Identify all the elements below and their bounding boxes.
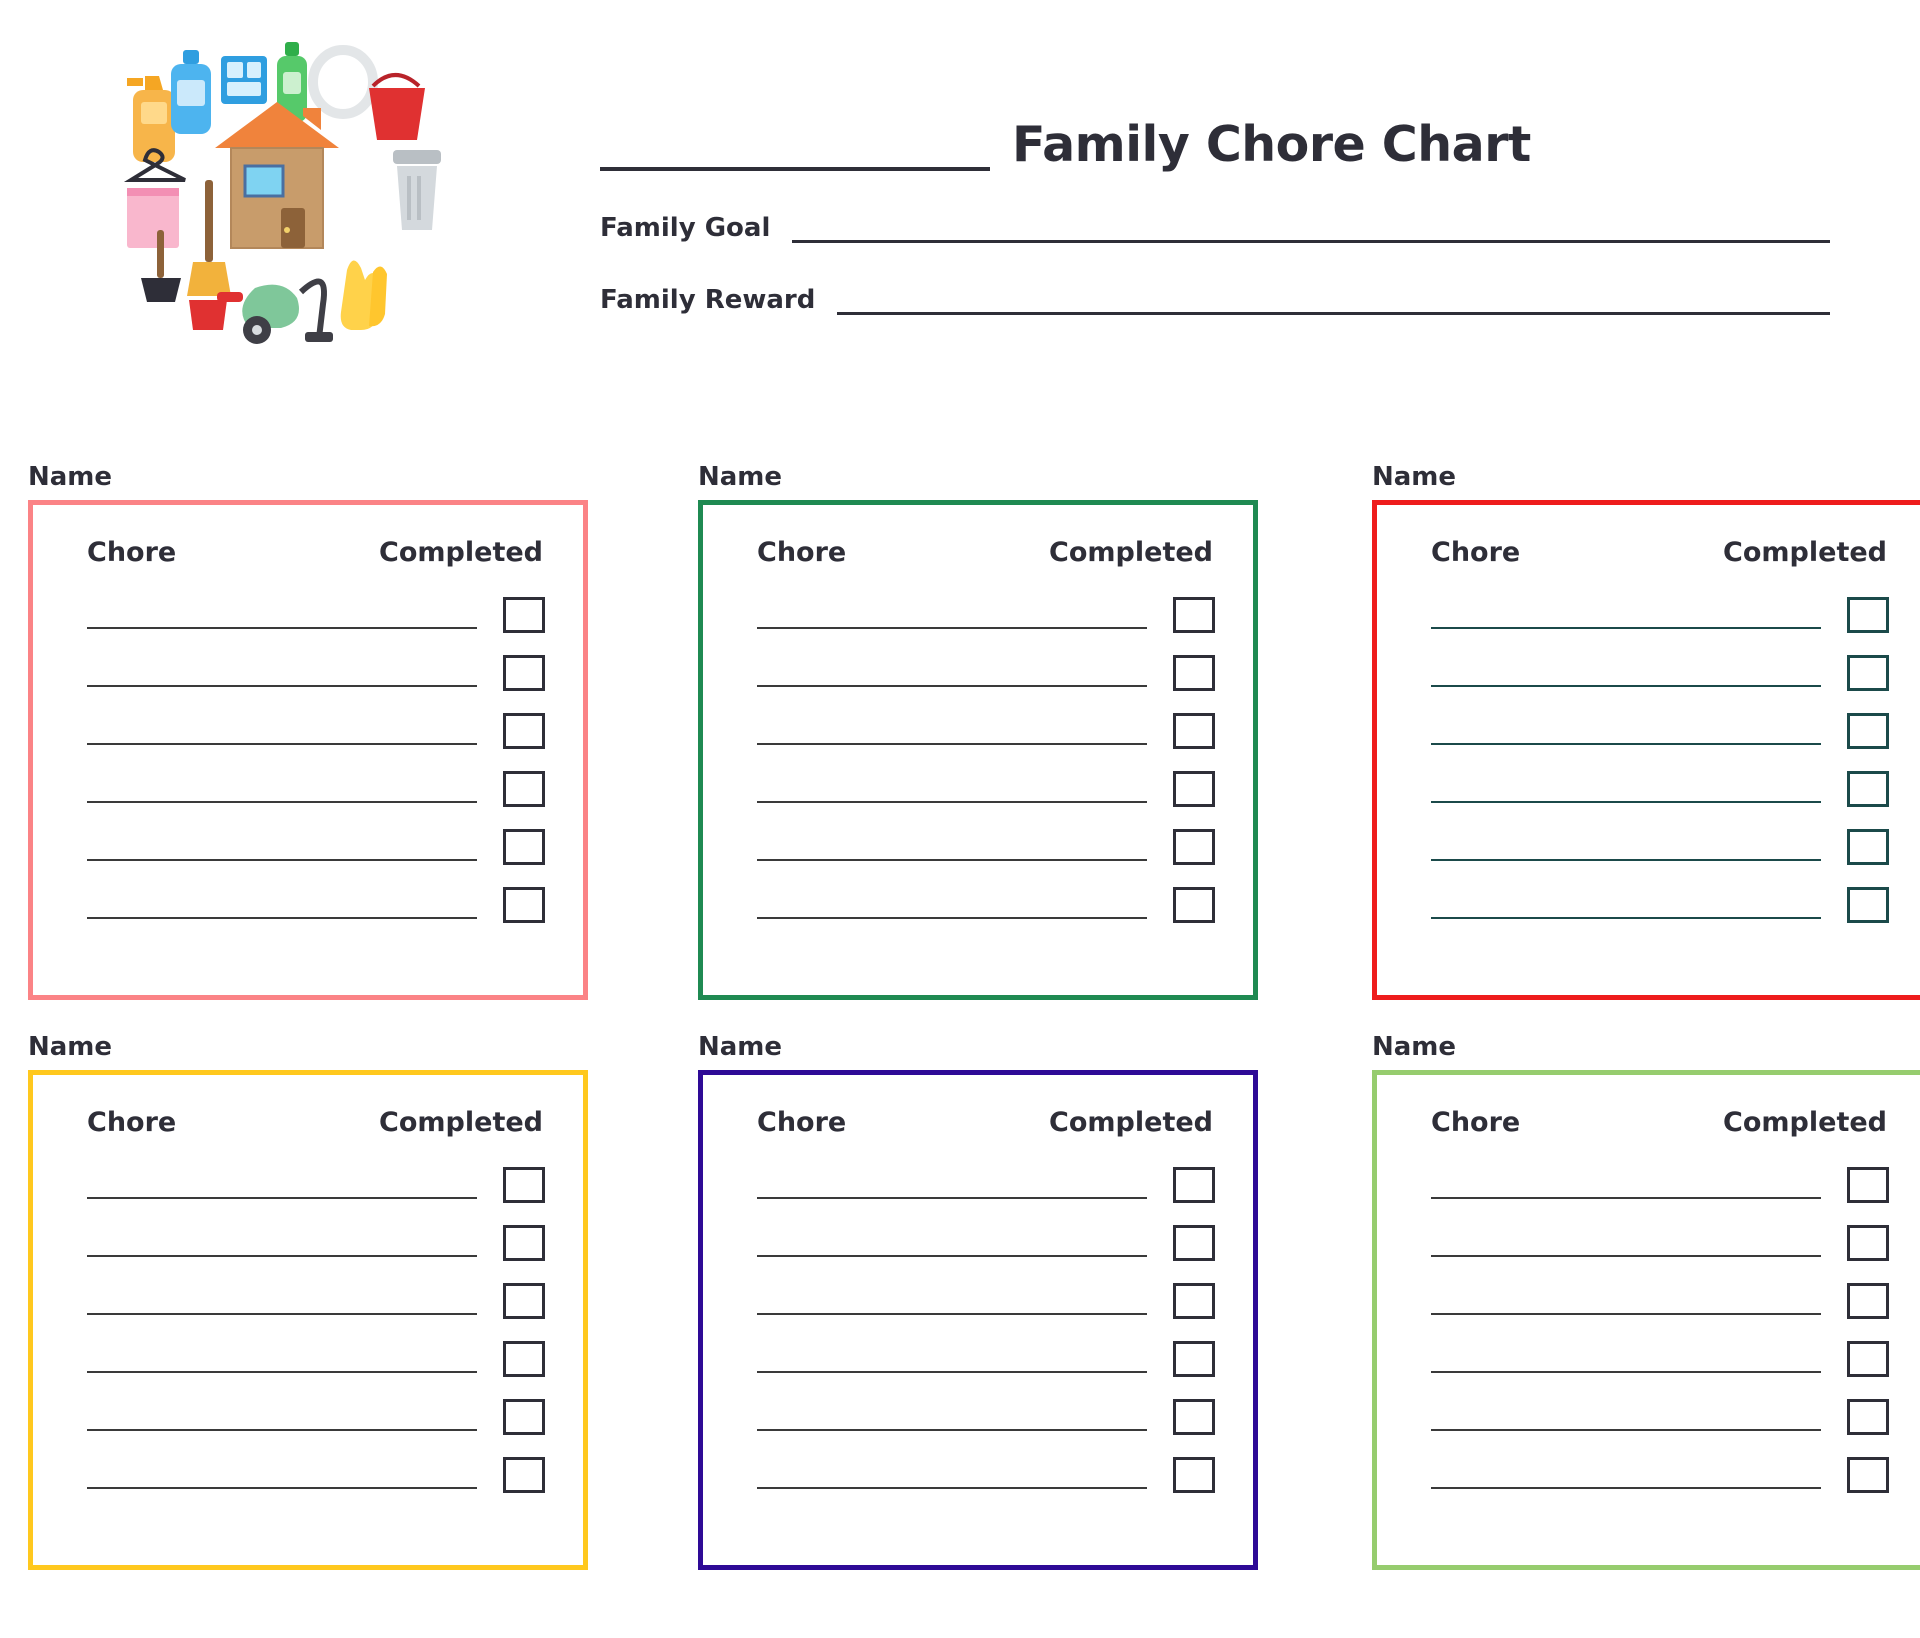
completed-checkbox[interactable]	[503, 713, 545, 749]
chore-input[interactable]	[757, 891, 1147, 919]
completed-checkbox[interactable]	[503, 1457, 545, 1493]
completed-checkbox[interactable]	[1173, 1399, 1215, 1435]
chore-column-header-4: Chore	[87, 1107, 177, 1138]
completed-checkbox[interactable]	[1173, 1341, 1215, 1377]
chore-row	[757, 876, 1215, 934]
chore-row	[87, 586, 545, 644]
chore-card-3	[1372, 500, 1920, 1000]
chore-row	[1431, 818, 1889, 876]
chore-card-6	[1372, 1070, 1920, 1570]
chore-rows-5	[737, 1156, 1219, 1504]
chore-input[interactable]	[757, 775, 1147, 803]
chore-row	[757, 702, 1215, 760]
family-reward-label: Family Reward	[600, 285, 816, 315]
completed-checkbox[interactable]	[503, 829, 545, 865]
chore-input[interactable]	[757, 833, 1147, 861]
chore-input[interactable]	[1431, 1345, 1821, 1373]
name-label-6: Name	[1372, 1032, 1457, 1062]
chore-card-5	[698, 1070, 1258, 1570]
completed-checkbox[interactable]	[1173, 1225, 1215, 1261]
completed-checkbox[interactable]	[1847, 655, 1889, 691]
completed-checkbox[interactable]	[1847, 1225, 1889, 1261]
chore-input[interactable]	[1431, 1403, 1821, 1431]
chore-rows-1	[67, 586, 549, 934]
chore-input[interactable]	[1431, 1287, 1821, 1315]
chore-input[interactable]	[757, 1171, 1147, 1199]
card-header-3	[1411, 537, 1893, 568]
chore-card-4	[28, 1070, 588, 1570]
chore-input[interactable]	[87, 1461, 477, 1489]
family-reward-row	[600, 285, 1830, 315]
chore-input[interactable]	[757, 1287, 1147, 1315]
chore-input[interactable]	[757, 717, 1147, 745]
detergent-bottle-icon	[171, 50, 211, 134]
chore-row	[87, 1446, 545, 1504]
title-row	[600, 116, 1830, 173]
card-header-6	[1411, 1107, 1893, 1138]
chore-input[interactable]	[1431, 717, 1821, 745]
completed-checkbox[interactable]	[1173, 1457, 1215, 1493]
chore-row	[757, 818, 1215, 876]
completed-checkbox[interactable]	[503, 1225, 545, 1261]
completed-checkbox[interactable]	[503, 1399, 545, 1435]
completed-checkbox[interactable]	[1847, 1167, 1889, 1203]
chore-row	[1431, 702, 1889, 760]
chore-row	[1431, 1388, 1889, 1446]
completed-checkbox[interactable]	[1847, 1399, 1889, 1435]
cards-row-2	[0, 1032, 1920, 1570]
chore-input[interactable]	[1431, 601, 1821, 629]
chore-row	[757, 1330, 1215, 1388]
chore-input[interactable]	[757, 1229, 1147, 1257]
chore-row	[757, 586, 1215, 644]
chore-row	[87, 702, 545, 760]
cards-row-1	[0, 462, 1920, 1000]
family-goal-row	[600, 213, 1830, 243]
chore-cards-grid	[0, 462, 1920, 1602]
chore-row	[87, 1272, 545, 1330]
chore-input[interactable]	[87, 1403, 477, 1431]
chore-row	[87, 1388, 545, 1446]
chore-column-header-3: Chore	[1431, 537, 1521, 568]
chore-row	[757, 1446, 1215, 1504]
chore-input[interactable]	[1431, 891, 1821, 919]
chore-rows-2	[737, 586, 1219, 934]
chore-input[interactable]	[87, 717, 477, 745]
chore-card-block-6	[1280, 1032, 1920, 1570]
chore-input[interactable]	[87, 891, 477, 919]
name-label-1: Name	[28, 462, 113, 492]
completed-checkbox[interactable]	[1173, 1283, 1215, 1319]
name-label-3: Name	[1372, 462, 1457, 492]
completed-column-header-1: Completed	[379, 537, 543, 568]
completed-checkbox[interactable]	[1173, 1167, 1215, 1203]
completed-checkbox[interactable]	[503, 1283, 545, 1319]
family-fields	[600, 213, 1830, 315]
chore-rows-4	[67, 1156, 549, 1504]
chore-input[interactable]	[87, 1287, 477, 1315]
chore-row	[1431, 1446, 1889, 1504]
page-title: Family Chore Chart	[1012, 116, 1531, 173]
family-reward-input[interactable]	[837, 286, 1830, 315]
completed-checkbox[interactable]	[1847, 887, 1889, 923]
card-header-1	[67, 537, 549, 568]
chore-card-2	[698, 500, 1258, 1000]
chore-card-block-1	[0, 462, 640, 1000]
chore-input[interactable]	[1431, 833, 1821, 861]
chore-row	[757, 1388, 1215, 1446]
chore-row	[757, 644, 1215, 702]
chore-card-block-4	[0, 1032, 640, 1570]
chore-input[interactable]	[757, 659, 1147, 687]
family-goal-input[interactable]	[792, 214, 1830, 243]
completed-checkbox[interactable]	[1847, 829, 1889, 865]
name-label-4: Name	[28, 1032, 113, 1062]
chore-row	[1431, 1272, 1889, 1330]
gloves-icon	[341, 260, 387, 330]
completed-checkbox[interactable]	[1847, 1457, 1889, 1493]
completed-checkbox[interactable]	[1847, 597, 1889, 633]
sponge-icon	[221, 56, 267, 104]
completed-column-header-5: Completed	[1049, 1107, 1213, 1138]
chore-row	[87, 1156, 545, 1214]
chore-card-block-2	[640, 462, 1280, 1000]
chore-row	[87, 1214, 545, 1272]
vacuum-icon	[242, 281, 333, 344]
chore-row	[757, 1156, 1215, 1214]
chore-input[interactable]	[87, 659, 477, 687]
name-label-5: Name	[698, 1032, 783, 1062]
chore-card-block-5	[640, 1032, 1280, 1570]
chore-row	[757, 760, 1215, 818]
completed-column-header-4: Completed	[379, 1107, 543, 1138]
chore-row	[1431, 1330, 1889, 1388]
chore-card-block-3	[1280, 462, 1920, 1000]
chore-input[interactable]	[757, 601, 1147, 629]
chore-row	[757, 1272, 1215, 1330]
completed-checkbox[interactable]	[503, 887, 545, 923]
chore-input[interactable]	[1431, 1229, 1821, 1257]
completed-checkbox[interactable]	[1173, 655, 1215, 691]
chore-input[interactable]	[1431, 1171, 1821, 1199]
completed-column-header-2: Completed	[1049, 537, 1213, 568]
completed-checkbox[interactable]	[503, 1341, 545, 1377]
chore-column-header-6: Chore	[1431, 1107, 1521, 1138]
chore-row	[757, 1214, 1215, 1272]
trash-can-icon	[393, 150, 441, 230]
chore-column-header-2: Chore	[757, 537, 847, 568]
chore-rows-6	[1411, 1156, 1893, 1504]
chore-rows-3	[1411, 586, 1893, 934]
card-header-5	[737, 1107, 1219, 1138]
name-blank-line[interactable]	[600, 121, 990, 171]
chore-input[interactable]	[87, 833, 477, 861]
chore-row	[87, 876, 545, 934]
chore-row	[87, 760, 545, 818]
name-label-2: Name	[698, 462, 783, 492]
completed-checkbox[interactable]	[1847, 1283, 1889, 1319]
completed-checkbox[interactable]	[1173, 713, 1215, 749]
chore-input[interactable]	[87, 1229, 477, 1257]
chore-input[interactable]	[1431, 1461, 1821, 1489]
chore-input[interactable]	[757, 1403, 1147, 1431]
chore-row	[1431, 586, 1889, 644]
chore-input[interactable]	[87, 601, 477, 629]
chore-row	[1431, 760, 1889, 818]
house-icon	[215, 102, 339, 248]
chore-input[interactable]	[757, 1461, 1147, 1489]
chore-input[interactable]	[757, 1345, 1147, 1373]
completed-checkbox[interactable]	[1847, 771, 1889, 807]
broom-icon	[187, 180, 231, 296]
completed-column-header-3: Completed	[1723, 537, 1887, 568]
completed-checkbox[interactable]	[503, 655, 545, 691]
chore-card-1	[28, 500, 588, 1000]
page-header	[0, 0, 1920, 440]
family-goal-label: Family Goal	[600, 213, 771, 243]
ring-icon	[313, 50, 373, 114]
chore-row	[87, 1330, 545, 1388]
completed-checkbox[interactable]	[1173, 829, 1215, 865]
card-header-2	[737, 537, 1219, 568]
towel-icon	[127, 188, 179, 248]
completed-checkbox[interactable]	[1173, 887, 1215, 923]
chore-column-header-5: Chore	[757, 1107, 847, 1138]
completed-checkbox[interactable]	[1173, 597, 1215, 633]
chore-row	[1431, 1156, 1889, 1214]
completed-checkbox[interactable]	[1847, 1341, 1889, 1377]
chore-input[interactable]	[1431, 659, 1821, 687]
chore-input[interactable]	[87, 775, 477, 803]
completed-checkbox[interactable]	[503, 597, 545, 633]
completed-checkbox[interactable]	[1173, 771, 1215, 807]
card-header-4	[67, 1107, 549, 1138]
dustpan-icon	[189, 292, 243, 330]
title-block	[600, 116, 1830, 315]
completed-checkbox[interactable]	[1847, 713, 1889, 749]
chore-row	[1431, 1214, 1889, 1272]
cleaning-supplies-illustration	[105, 20, 505, 410]
chore-input[interactable]	[87, 1345, 477, 1373]
completed-checkbox[interactable]	[503, 771, 545, 807]
completed-column-header-6: Completed	[1723, 1107, 1887, 1138]
completed-checkbox[interactable]	[503, 1167, 545, 1203]
chore-input[interactable]	[87, 1171, 477, 1199]
chore-row	[87, 818, 545, 876]
chore-input[interactable]	[1431, 775, 1821, 803]
chore-row	[87, 644, 545, 702]
chore-column-header-1: Chore	[87, 537, 177, 568]
chore-row	[1431, 644, 1889, 702]
chore-row	[1431, 876, 1889, 934]
